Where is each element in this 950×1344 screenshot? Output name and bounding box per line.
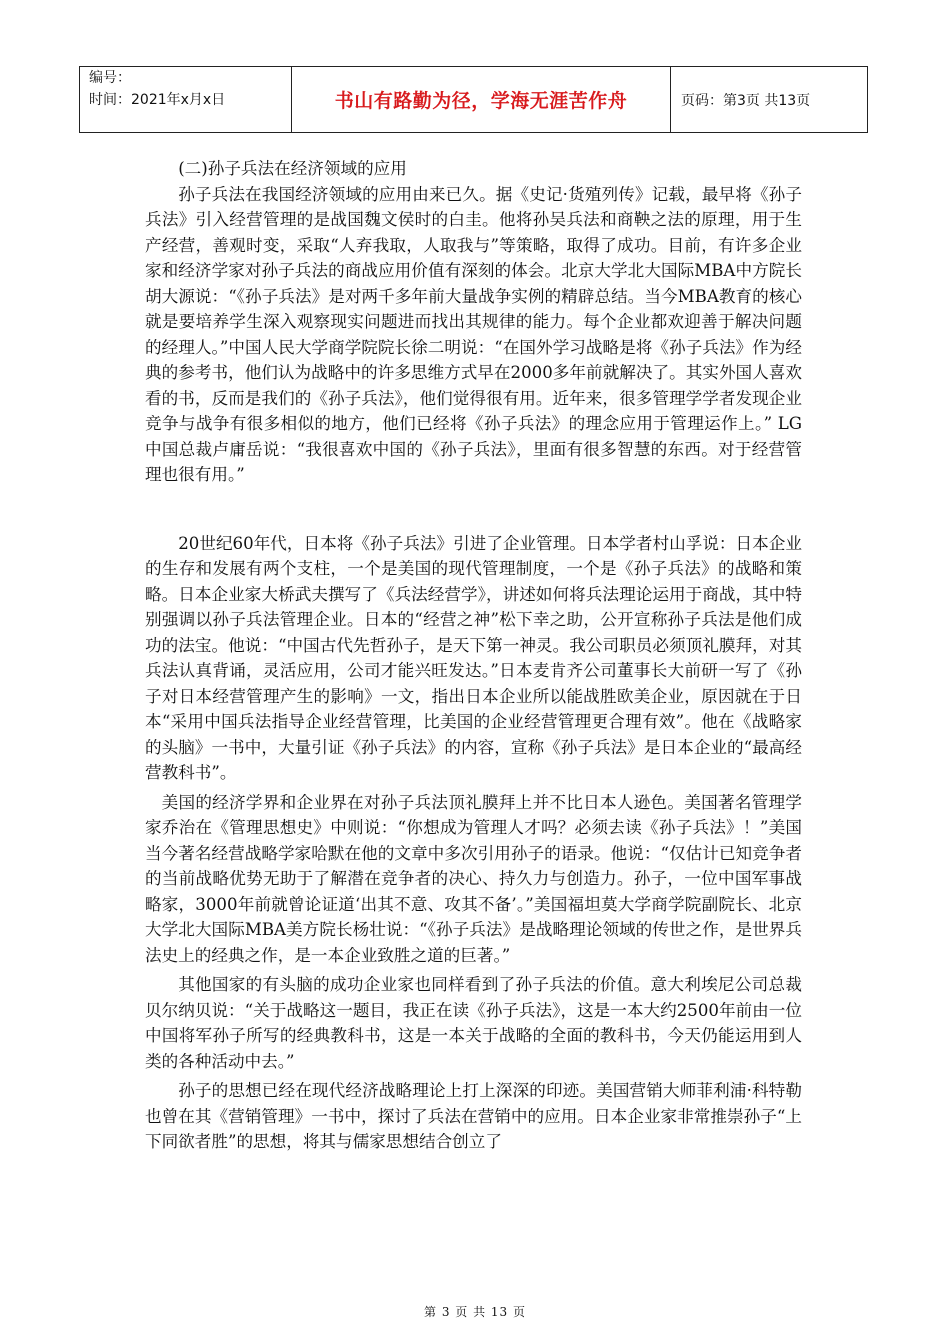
body-paragraph: 其他国家的有头脑的成功企业家也同样看到了孙子兵法的价值。意大利埃尼公司总裁贝尔纳贝说：“关于战略这一题目，我正在读《孙子兵法》，这是一本大约2500年前由一位中国将军孙子所写的经典教科书，这是一本关于战略的全面的教科书，今天仍能运用到人类的各种活动中去。” <box>145 975 802 1071</box>
header-motto: 书山有路勤为径，学海无涯苦作舟 <box>292 67 671 133</box>
document-time-label: 时间：2021年x月x日 <box>89 92 226 108</box>
section-heading: (二)孙子兵法在经济领域的应用 <box>178 159 407 178</box>
header-table <box>79 66 868 133</box>
body-paragraph: 20世纪60年代，日本将《孙子兵法》引进了企业管理。日本学者村山孚说：日本企业的生存和发展有两个支柱，一个是美国的现代管理制度，一个是《孙子兵法》的战略和策略。日本企业家大桥武夫撰写了《兵法经营学》，讲述如何将兵法理论运用于商战，其中特别强调以孙子兵法管理企业。日本的“经营之神”松下幸之助，公开宣称孙子兵法是他们成功的法宝。他说：“中国古代先哲孙子，是天下第一神灵。我公司职员必须顶礼膜拜，对其兵法认真背诵，灵活应用，公司才能兴旺发达。”日本麦肯齐公司董事长大前研一写了《孙子对日本经营管理产生的影响》一文，指出日本企业所以能战胜欧美企业，原因就在于日本“采用中国兵法指导企业经营管理，比美国的企业经营管理更合理有效”。他在《战略家的头脑》一书中，大量引证《孙子兵法》的内容，宣称《孙子兵法》是日本企业的“最高经营教科书”。 <box>145 533 802 782</box>
page-footer: 第 3 页 共 13 页 <box>424 1305 526 1319</box>
document-body <box>145 156 802 1155</box>
document-number-label: 编号： <box>89 70 131 86</box>
body-paragraph: 美国的经济学界和企业界在对孙子兵法顶礼膜拜上并不比日本人逊色。美国著名管理学家乔治在《管理思想史》中则说：“你想成为管理人才吗？必须去读《孙子兵法》！”美国当今著名经营战略学家哈默在他的文章中多次引用孙子的语录。他说：“仅估计已知竞争者的当前战略优势无助于了解潜在竞争者的决心、持久力与创造力。孙子，一位中国军事战略家，3000年前就曾论证道‘出其不意、攻其不备’。”美国福坦莫大学商学院副院长、北京大学北大国际MBA美方院长杨壮说：“《孙子兵法》是战略理论领域的传世之作，是世界兵法史上的经典之作，是一本企业致胜之道的巨著。” <box>145 792 802 965</box>
header-meta-cell <box>80 67 292 133</box>
body-paragraph: 孙子兵法在我国经济领域的应用由来已久。据《史记·货殖列传》记载，最早将《孙子兵法》引入经营管理的是战国魏文侯时的白圭。他将孙吴兵法和商鞅之法的原理，用于生产经营，善观时变，采取“人弃我取，人取我与”等策略，取得了成功。目前，有许多企业家和经济学家对孙子兵法的商战应用价值有深刻的体会。北京大学北大国际MBA中方院长胡大源说：“《孙子兵法》是对两千多年前大量战争实例的精辟总结。当今MBA教育的核心就是要培养学生深入观察现实问题进而找出其规律的能力。每个企业都欢迎善于解决问题的经理人。”中国人民大学商学院院长徐二明说：“在国外学习战略是将《孙子兵法》作为经典的参考书，他们认为战略中的许多思维方式早在2000多年前就解决了。其实外国人喜欢看的书，反而是我们的《孙子兵法》，他们觉得很有用。近年来，很多管理学学者发现企业竞争与战争有很多相似的地方，他们已经将《孙子兵法》的理念应用于管理运作上。” LG中国总裁卢庸岳说：“我很喜欢中国的《孙子兵法》，里面有很多智慧的东西。对于经营管理也很有用。” <box>145 184 802 484</box>
body-paragraph: 孙子的思想已经在现代经济战略理论上打上深深的印迹。美国营销大师菲利浦·科特勒也曾在其《营销管理》一书中，探讨了兵法在营销中的应用。日本企业家非常推崇孙子“上下同欲者胜”的思想，将其与儒家思想结合创立了 <box>145 1081 802 1151</box>
header-page-label: 页码：第3页 共13页 <box>671 67 868 133</box>
